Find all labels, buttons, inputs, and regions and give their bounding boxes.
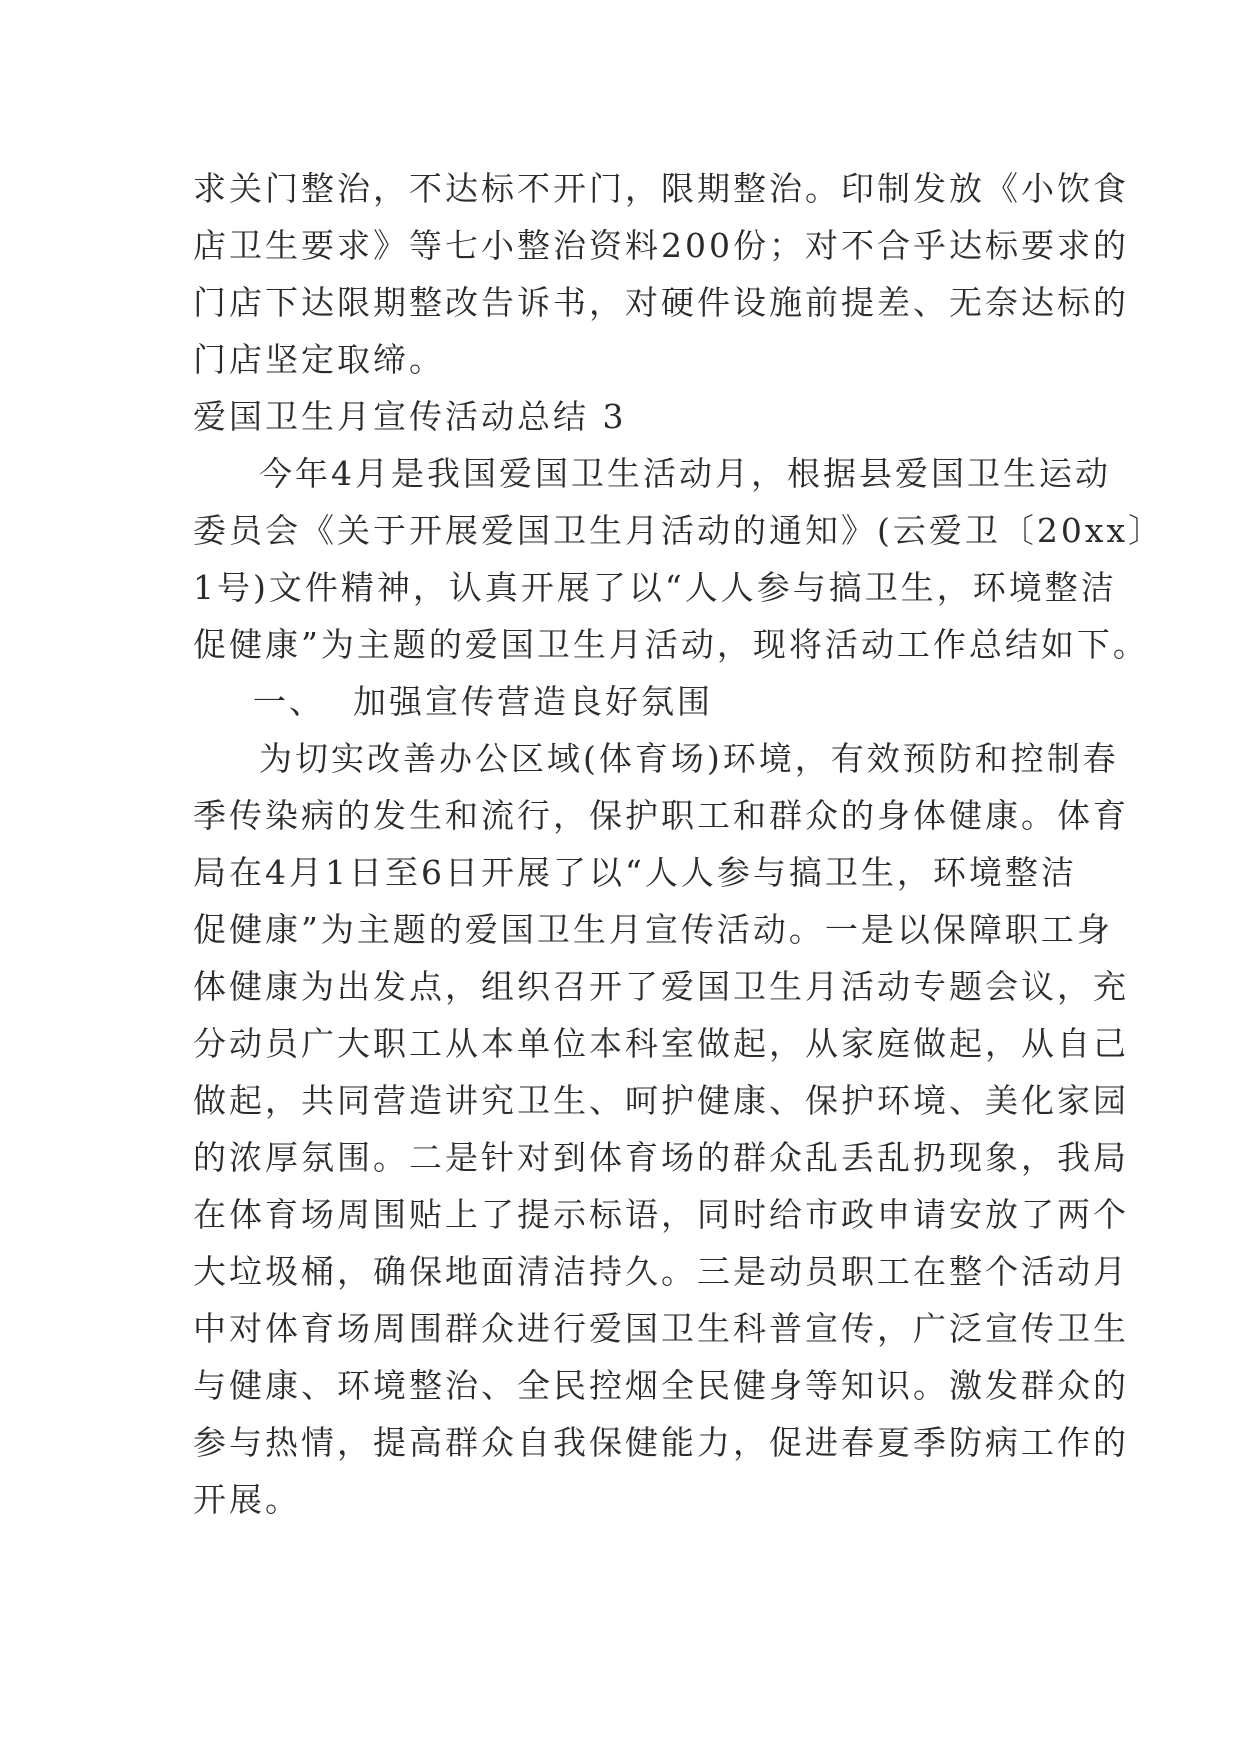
text-line: 今年4月是我国爱国卫生活动月，根据县爱国卫生运动 (259, 454, 1111, 493)
subheading (193, 673, 1055, 730)
text-line: 大垃圾桶，确保地面清洁持久。三是动员职工在整个活动月 (193, 1252, 1129, 1291)
text-line: 分动员广大职工从本单位本科室做起，从家庭做起，从自己 (193, 1024, 1129, 1063)
text-line: 门店坚定取缔。 (193, 340, 445, 379)
body-paragraph (193, 730, 1129, 1528)
document-page (193, 160, 1165, 1528)
text-line: 局在4月1日至6日开展了以“人人参与搞卫生，环境整洁 (193, 853, 1077, 892)
text-line: 促健康”为主题的爱国卫生月活动，现将活动工作总结如下。 (193, 625, 1149, 664)
text-line: 季传染病的发生和流行，保护职工和群众的身体健康。体育 (193, 796, 1129, 835)
text-line: 为切实改善办公区域(体育场)环境，有效预防和控制春 (259, 739, 1119, 778)
text-line: 参与热情，提高群众自我保健能力，促进春夏季防病工作的 (193, 1423, 1129, 1462)
text-line: 体健康为出发点，组织召开了爱国卫生月活动专题会议，充 (193, 967, 1129, 1006)
text-line: 委员会《关于开展爱国卫生月活动的通知》(云爱卫〔20xx〕 (193, 511, 1165, 550)
subheading-number: 一、 (253, 682, 325, 721)
text-line: 与健康、环境整治、全民控烟全民健身等知识。激发群众的 (193, 1366, 1129, 1405)
carryover-paragraph (193, 160, 1129, 388)
text-line: 门店下达限期整改告诉书，对硬件设施前提差、无奈达标的 (193, 283, 1129, 322)
text-line: 做起，共同营造讲究卫生、呵护健康、保护环境、美化家园 (193, 1081, 1129, 1120)
text-line: 求关门整治，不达标不开门，限期整治。印制发放《小饮食 (193, 169, 1129, 208)
text-line: 店卫生要求》等七小整治资料200份；对不合乎达标要求的 (193, 226, 1129, 265)
text-line: 中对体育场周围群众进行爱国卫生科普宣传，广泛宣传卫生 (193, 1309, 1129, 1348)
text-line: 开展。 (193, 1480, 301, 1519)
text-line: 的浓厚氛围。二是针对到体育场的群众乱丢乱扔现象，我局 (193, 1138, 1129, 1177)
intro-paragraph (193, 445, 1165, 673)
section-title: 爱国卫生月宣传活动总结 3 (193, 397, 627, 436)
text-line: 1号)文件精神，认真开展了以“人人参与搞卫生，环境整洁 (193, 568, 1117, 607)
subheading-text: 加强宣传营造良好氛围 (353, 682, 713, 721)
text-line: 促健康”为主题的爱国卫生月宣传活动。一是以保障职工身 (193, 910, 1113, 949)
text-line: 在体育场周围贴上了提示标语，同时给市政申请安放了两个 (193, 1195, 1129, 1234)
